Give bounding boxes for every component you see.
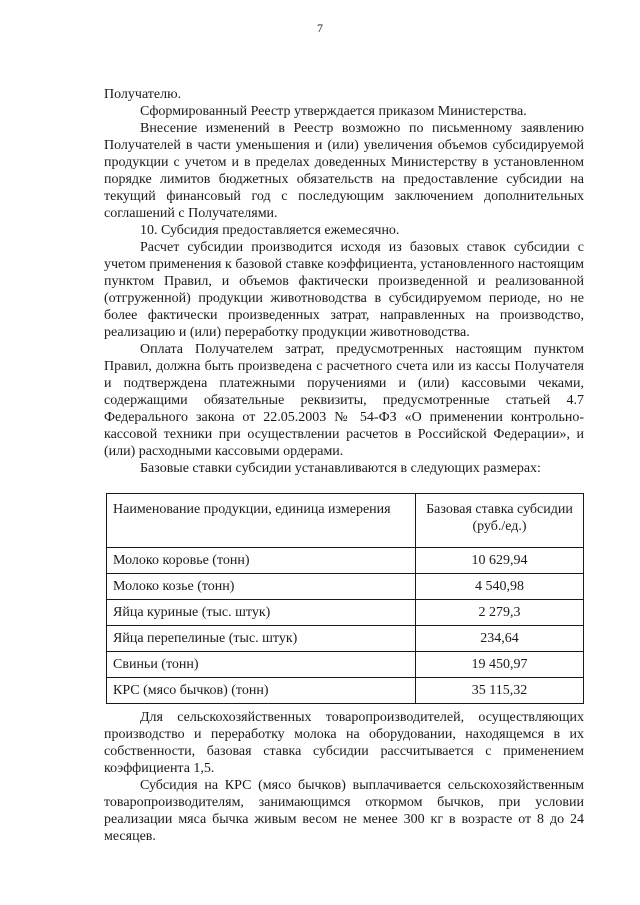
table-row — [107, 678, 584, 704]
cell-product-name: КРС (мясо бычков) (тонн) — [107, 678, 416, 704]
page-number: 7 — [317, 21, 323, 35]
table-row — [107, 574, 584, 600]
paragraph-rates-intro: Базовые ставки субсидии устанавливаются в следующих размерах: — [140, 461, 541, 476]
cell-base-rate: 19 450,97 — [416, 652, 584, 678]
cell-base-rate: 10 629,94 — [416, 548, 584, 574]
table-header-row — [107, 494, 584, 548]
paragraph-cattle-subsidy: Субсидия на КРС (мясо бычков) выплачивается сельскохозяйственным товаропроизводителям, занимающимся откормом бычков, при условии реализации мяса бычка живым весом не менее 300 кг в возрасте от 8 до 24 месяцев. — [104, 778, 584, 844]
table-row — [107, 600, 584, 626]
paragraph-payment-conditions: Оплата Получателем затрат, предусмотренных настоящим пунктом Правил, должна быть произведена с расчетного счета или из кассы Получателя и подтверждена платежными поручениями и (или) кассовыми чеками, содержащими обязательные реквизиты, предусмотренные статьей 4.7 Федерального закона от 22.05.2003 № 54-ФЗ «О применении контрольно-кассовой техники при осуществлении расчетов в Российской Федерации», и (или) расходными кассовыми ордерами. — [104, 342, 584, 459]
paragraph-subsidy-calculation: Расчет субсидии производится исходя из базовых ставок субсидии с учетом применения к базовой ставке коэффициента, установленного настоящим пунктом Правил, и объемов фактически произведенной и реализованной (отгруженной) продукции животноводства в субсидируемом периоде, но не более фактически произведенных затрат, направленных на производство, реализацию и (или) переработку продукции животноводства. — [104, 240, 584, 340]
cell-product-name: Молоко коровье (тонн) — [107, 548, 416, 574]
header-product-name: Наименование продукции, единица измерения — [107, 494, 416, 548]
table-row — [107, 626, 584, 652]
paragraph-milk-coefficient: Для сельскохозяйственных товаропроизводителей, осуществляющих производство и переработку молока на оборудовании, находящемся в их собственности, базовая ставка субсидии рассчитывается с применением коэффициента 1,5. — [104, 710, 584, 776]
cell-product-name: Яйца куриные (тыс. штук) — [107, 600, 416, 626]
cell-product-name: Молоко козье (тонн) — [107, 574, 416, 600]
paragraph-continuation: Получателю. — [104, 87, 182, 102]
table-row — [107, 652, 584, 678]
paragraph-registry-approval: Сформированный Реестр утверждается приказом Министерства. — [140, 104, 527, 119]
cell-base-rate: 4 540,98 — [416, 574, 584, 600]
cell-product-name: Яйца перепелиные (тыс. штук) — [107, 626, 416, 652]
document-body — [104, 86, 584, 845]
cell-base-rate: 2 279,3 — [416, 600, 584, 626]
cell-product-name: Свиньи (тонн) — [107, 652, 416, 678]
header-base-rate: Базовая ставка субсидии (руб./ед.) — [416, 494, 584, 548]
paragraph-clause-10: 10. Субсидия предоставляется ежемесячно. — [140, 223, 400, 238]
paragraph-registry-changes: Внесение изменений в Реестр возможно по письменному заявлению Получателей в части уменьшения и (или) увеличения объемов субсидируемой продукции с учетом и в пределах доведенных Министерству в установленном порядке лимитов бюджетных обязательств на предоставление субсидии на текущий финансовый год с последующим заключением дополнительных соглашений с Получателями. — [104, 121, 584, 221]
subsidy-rates-table — [106, 493, 584, 704]
table-row — [107, 548, 584, 574]
cell-base-rate: 35 115,32 — [416, 678, 584, 704]
cell-base-rate: 234,64 — [416, 626, 584, 652]
